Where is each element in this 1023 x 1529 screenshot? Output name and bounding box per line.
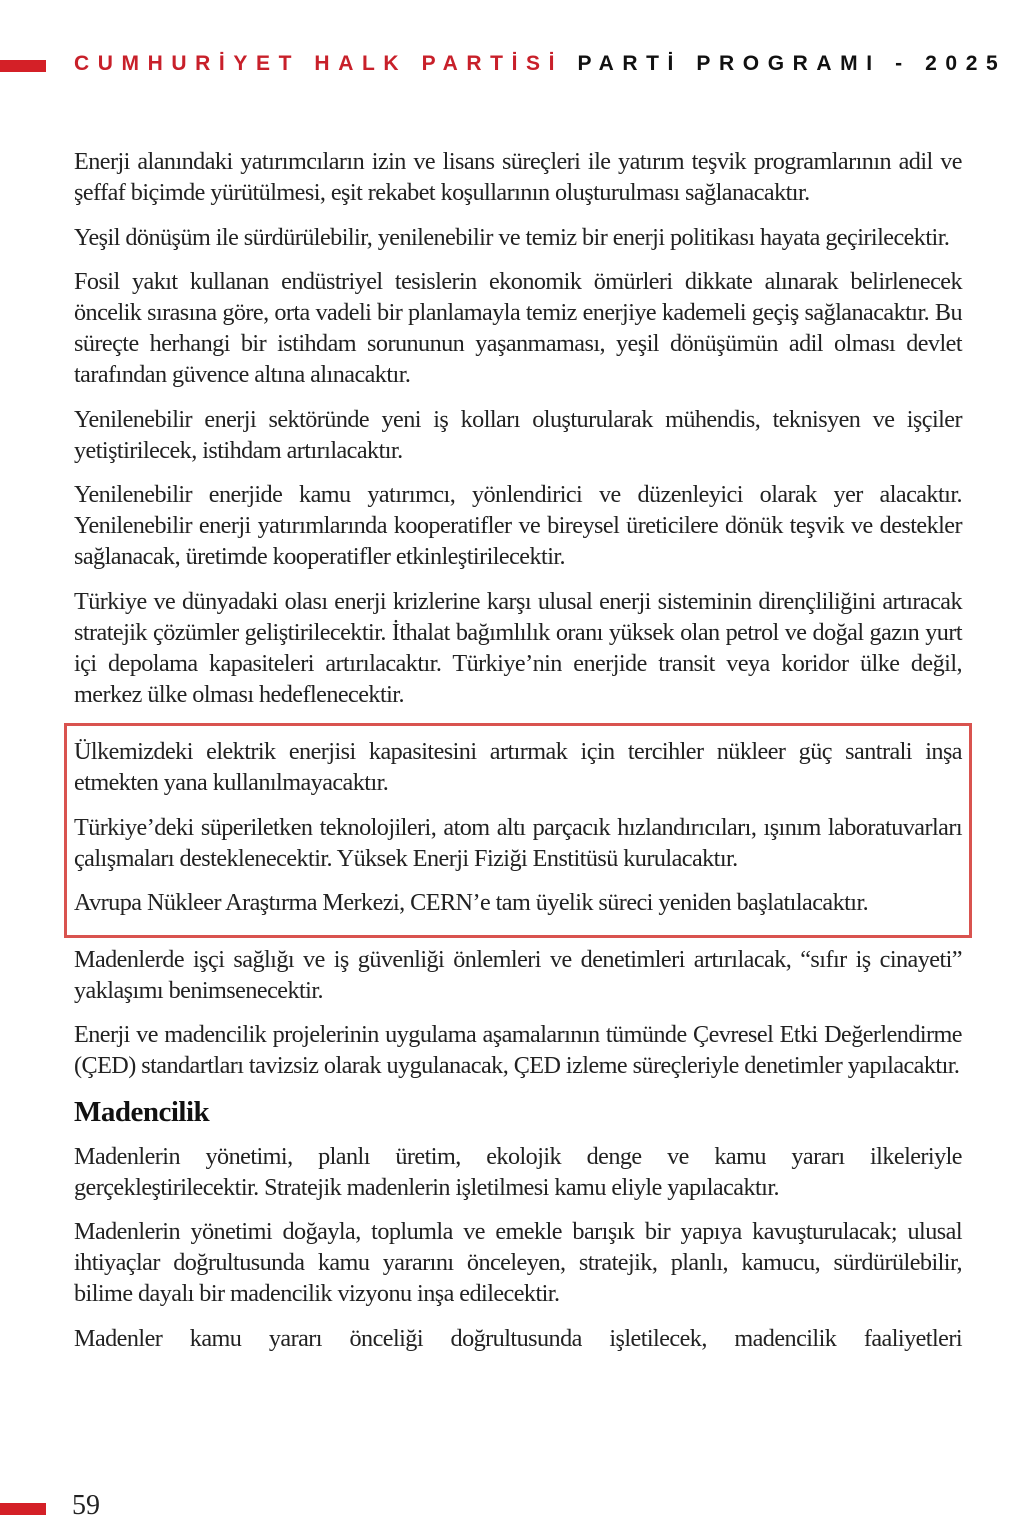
footer-accent-bar [0, 1503, 46, 1515]
highlight-box [64, 723, 972, 938]
paragraph: Madenlerin yönetimi doğayla, toplumla ve emekle barışık bir yapıya kavuşturulacak; ulusal ihtiyaçlar doğrultusunda kamu yararını önceleyen, stratejik, planlı, kamucu, sürdürülebilir, bilime dayalı bir madencilik vizyonu inşa edilecektir. [74, 1218, 962, 1307]
paragraph: Enerji ve madencilik projelerinin uygulama aşamalarının tümünde Çevresel Etki Değerlendirme (ÇED) standartları tavizsiz olarak uygulanacak, ÇED izleme süreçleriyle denetimler yapılacaktır. [74, 1021, 962, 1079]
document-title: PARTİ PROGRAMI - 2025 [577, 52, 1007, 75]
paragraph: Madenler kamu yararı önceliği doğrultusunda işletilecek, madencilik faaliyetleri [74, 1324, 962, 1352]
running-header [74, 52, 1006, 76]
paragraph: Madenlerin yönetimi, planlı üretim, ekolojik denge ve kamu yararı ilkeleriyle gerçekleştirilecektir. Stratejik madenlerin işletilmesi kamu eliyle yapılacaktır. [74, 1142, 962, 1201]
paragraph: Yenilenebilir enerji sektöründe yeni iş kolları oluşturularak mühendis, teknisyen ve işçiler yetiştirilecek, istihdam artırılacaktır. [74, 405, 962, 464]
paragraph: Madenlerde işçi sağlığı ve iş güvenliği önlemleri ve denetimleri artırılacak, “sıfır iş cinayeti” yaklaşımı benimsenecektir. [74, 945, 962, 1004]
header-accent-bar [0, 60, 46, 72]
paragraph: Enerji alanındaki yatırımcıların izin ve lisans süreçleri ile yatırım teşvik programlarının adil ve şeffaf biçimde yürütülmesi, eşit rekabet koşullarının oluşturulması sağlanacaktır. [74, 148, 962, 206]
page-body [74, 146, 962, 1367]
highlighted-paragraph: Ülkemizdeki elektrik enerjisi kapasitesini artırmak için tercihler nükleer güç santrali inşa etmekten yana kullanılmayacaktır. [74, 738, 962, 796]
paragraph: Yenilenebilir enerjide kamu yatırımcı, yönlendirici ve düzenleyici olarak yer alacaktır. Yenilenebilir enerji yatırımlarında kooperatifler ve bireysel üreticilere dönük teşvik ve destekler sağlanacak, üretimde kooperatifler etkinleştirilecektir. [74, 481, 962, 570]
page-number: 59 [72, 1490, 100, 1521]
highlighted-paragraph: Türkiye’deki süperiletken teknolojileri, atom altı parçacık hızlandırıcıları, ışınım laboratuvarları çalışmaları desteklenecektir. Yüksek Enerji Fiziği Enstitüsü kurulacaktır. [74, 813, 962, 872]
paragraph: Türkiye ve dünyadaki olası enerji krizlerine karşı ulusal enerji sisteminin dirençliliğini artıracak stratejik çözümler geliştirilecektir. İthalat bağımlılık oranı yüksek olan petrol ve doğal gazın yurt içi depolama kapasiteleri artırılacaktır. Türkiye’nin enerjide transit veya koridor ülke değil, merkez ülke olması hedeflenecektir. [74, 587, 962, 708]
highlighted-paragraph: Avrupa Nükleer Araştırma Merkezi, CERN’e tam üyelik süreci yeniden başlatılacaktır. [74, 889, 869, 916]
paragraph: Yeşil dönüşüm ile sürdürülebilir, yenilenebilir ve temiz bir enerji politikası hayata geçirilecektir. [74, 223, 950, 251]
section-heading: Madencilik [74, 1095, 210, 1128]
party-name: CUMHURİYET HALK PARTİSİ [74, 52, 564, 75]
paragraph: Fosil yakıt kullanan endüstriyel tesislerin ekonomik ömürleri dikkate alınarak belirlenecek öncelik sırasına göre, orta vadeli bir planlamayla temiz enerjiye kademeli geçiş sağlanacaktır. Bu süreçte herhangi bir istihdam sorununun yaşanmaması, yeşil dönüşümün adil olması devlet tarafından güvence altına alınacaktır. [74, 268, 962, 388]
